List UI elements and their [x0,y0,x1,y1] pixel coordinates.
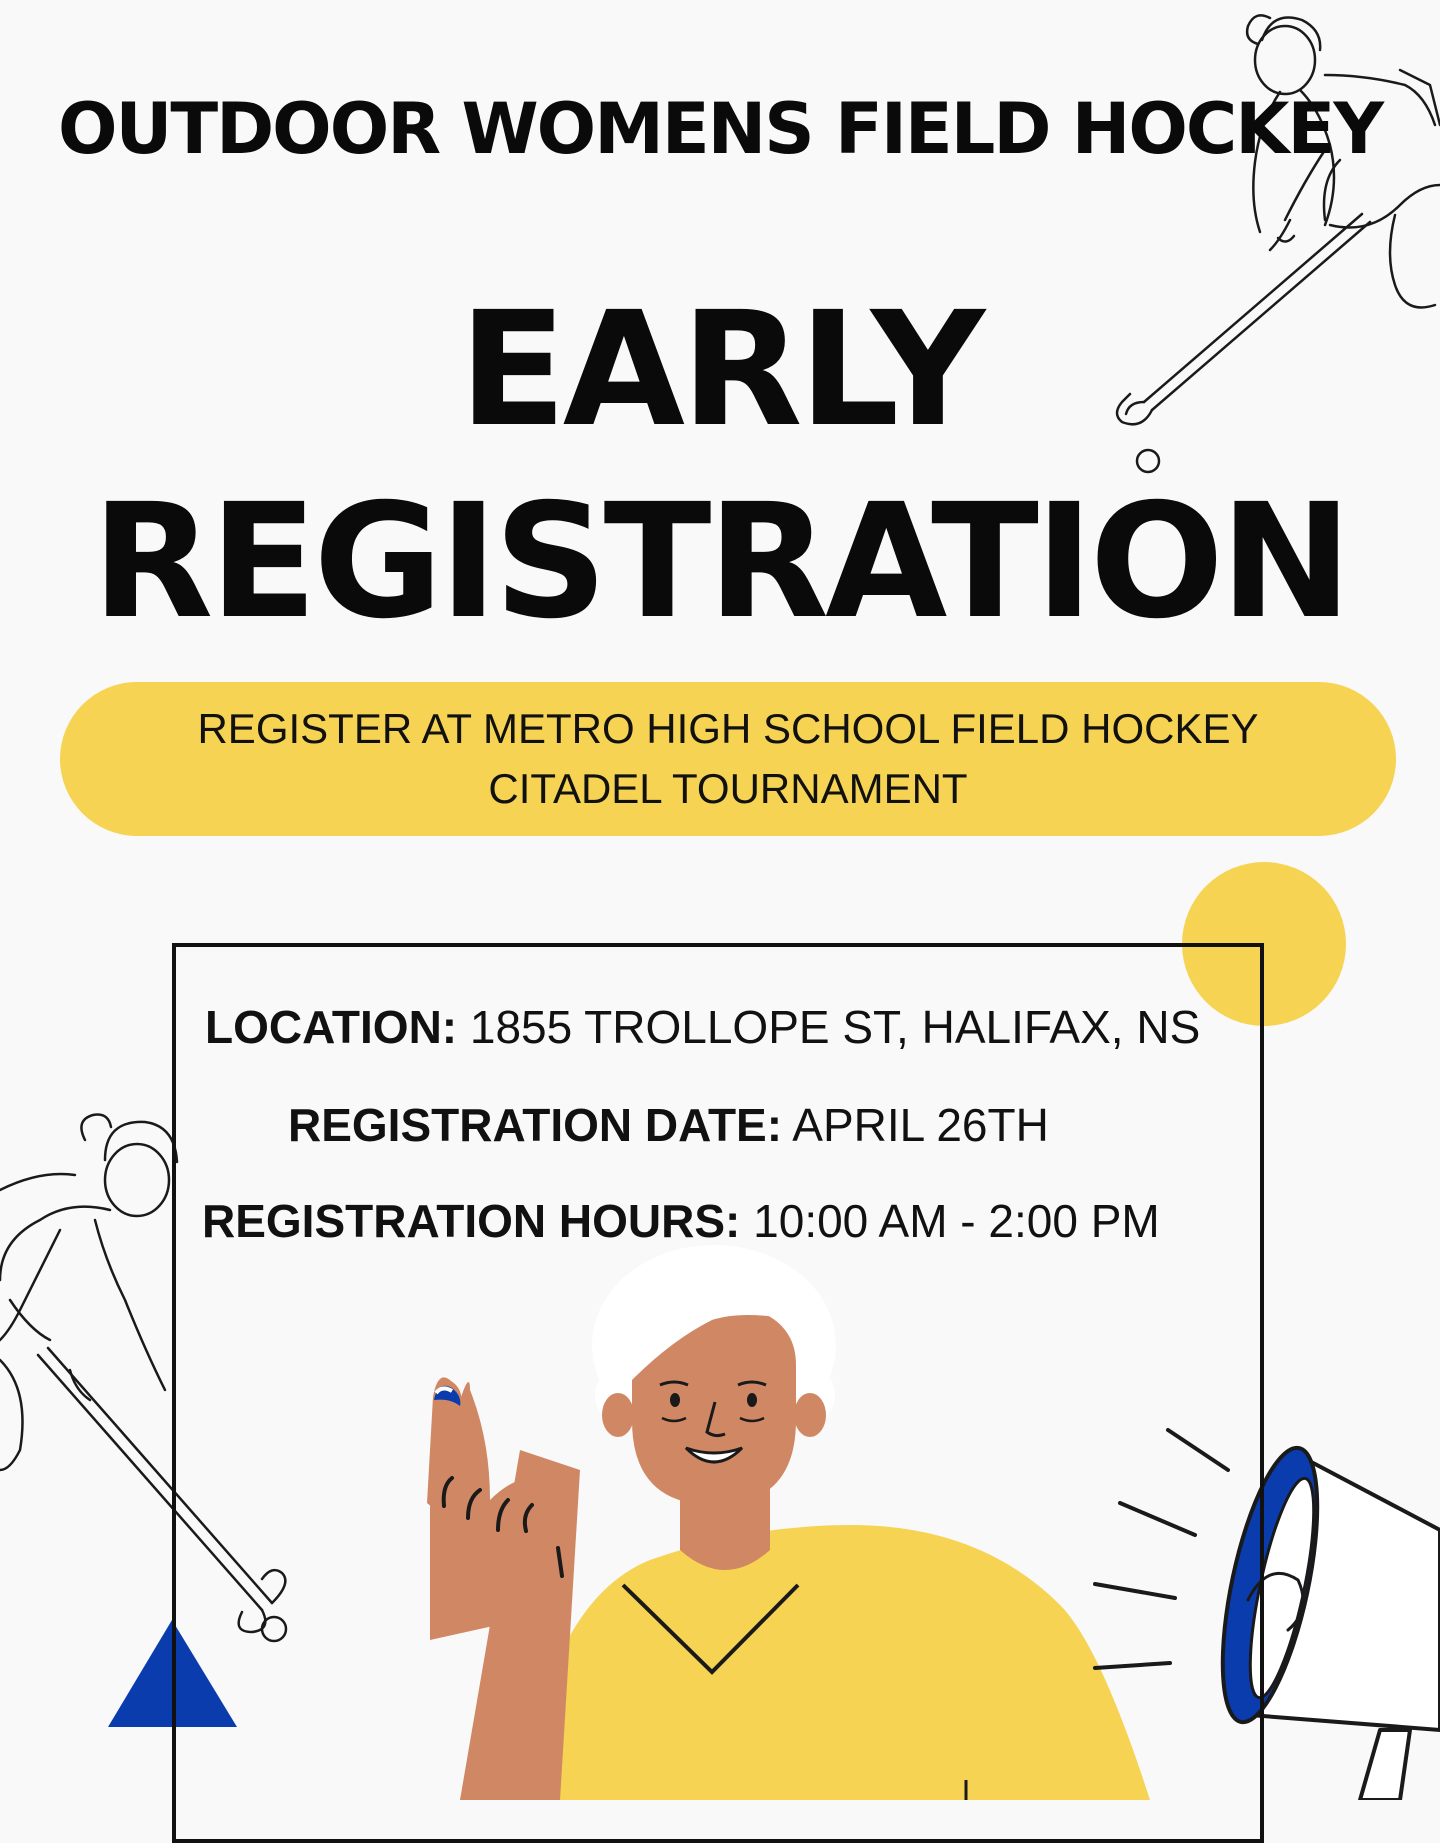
registration-banner [60,682,1396,836]
headline-early: EARLY [458,278,982,462]
registration-date-label: REGISTRATION DATE: [288,1099,783,1151]
location-value: 1855 TROLLOPE ST, HALIFAX, NS [457,1001,1201,1053]
headline-registration: REGISTRATION [91,470,1349,654]
registration-hours-row [202,1194,1160,1248]
location-row [205,1000,1200,1054]
details-frame [172,943,1264,1843]
banner-line-1: REGISTER AT METRO HIGH SCHOOL FIELD HOCKEY [197,705,1259,752]
registration-hours-label: REGISTRATION HOURS: [202,1195,741,1247]
registration-hours-value: 10:00 AM - 2:00 PM [740,1195,1160,1247]
registration-date-value: APRIL 26TH [782,1099,1049,1151]
location-label: LOCATION: [205,1001,458,1053]
banner-line-2: CITADEL TOURNAMENT [488,765,968,812]
registration-date-row [288,1098,1049,1152]
event-subtitle: OUTDOOR WOMENS FIELD HOCKEY [57,88,1383,170]
